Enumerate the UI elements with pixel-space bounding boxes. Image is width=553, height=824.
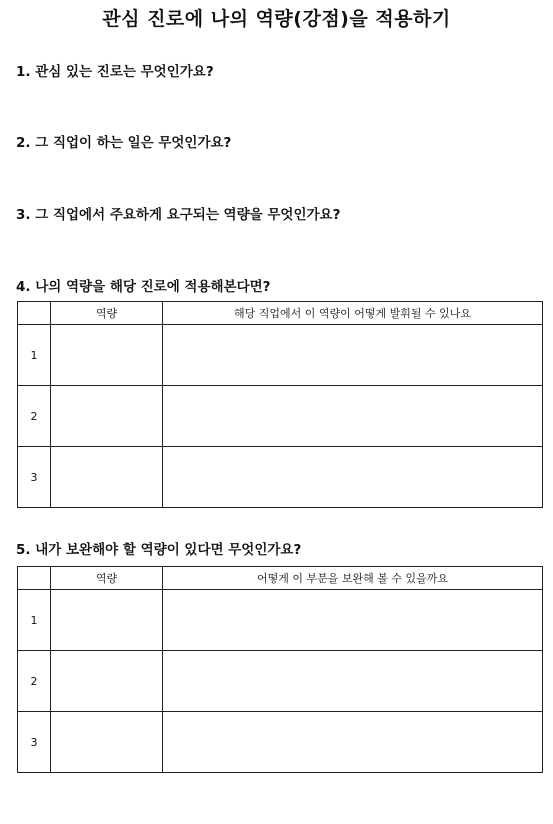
- improvement-cell[interactable]: [163, 712, 543, 773]
- description-cell[interactable]: [163, 325, 543, 386]
- improvement-cell[interactable]: [163, 651, 543, 712]
- competency-apply-table: [17, 301, 543, 508]
- table-row: [18, 712, 543, 773]
- competency-improve-table: [17, 566, 543, 773]
- row-number: 3: [18, 447, 51, 508]
- header-competency: 역량: [51, 567, 163, 590]
- competency-cell[interactable]: [51, 325, 163, 386]
- question-5: 5. 내가 보완해야 할 역량이 있다면 무엇인가요?: [16, 542, 302, 558]
- improvement-cell[interactable]: [163, 590, 543, 651]
- page-title: 관심 진로에 나의 역량(강점)을 적용하기: [102, 8, 451, 30]
- competency-cell[interactable]: [51, 386, 163, 447]
- header-description: 해당 직업에서 이 역량이 어떻게 발휘될 수 있나요: [163, 302, 543, 325]
- table-header-row: [18, 567, 543, 590]
- table-row: [18, 651, 543, 712]
- header-number: [18, 567, 51, 590]
- header-number: [18, 302, 51, 325]
- question-3: 3. 그 직업에서 주요하게 요구되는 역량을 무엇인가요?: [16, 207, 341, 223]
- table-row: [18, 447, 543, 508]
- row-number: 3: [18, 712, 51, 773]
- question-4: 4. 나의 역량을 해당 진로에 적용해본다면?: [16, 279, 271, 295]
- description-cell[interactable]: [163, 447, 543, 508]
- table-row: [18, 325, 543, 386]
- table-header-row: [18, 302, 543, 325]
- header-competency: 역량: [51, 302, 163, 325]
- competency-cell[interactable]: [51, 447, 163, 508]
- row-number: 1: [18, 590, 51, 651]
- question-1: 1. 관심 있는 진로는 무엇인가요?: [16, 64, 214, 80]
- table-row: [18, 386, 543, 447]
- row-number: 2: [18, 386, 51, 447]
- row-number: 2: [18, 651, 51, 712]
- competency-cell[interactable]: [51, 712, 163, 773]
- competency-cell[interactable]: [51, 590, 163, 651]
- competency-cell[interactable]: [51, 651, 163, 712]
- row-number: 1: [18, 325, 51, 386]
- header-improvement: 어떻게 이 부분을 보완해 볼 수 있을까요: [163, 567, 543, 590]
- question-2: 2. 그 직업이 하는 일은 무엇인가요?: [16, 135, 232, 151]
- description-cell[interactable]: [163, 386, 543, 447]
- table-row: [18, 590, 543, 651]
